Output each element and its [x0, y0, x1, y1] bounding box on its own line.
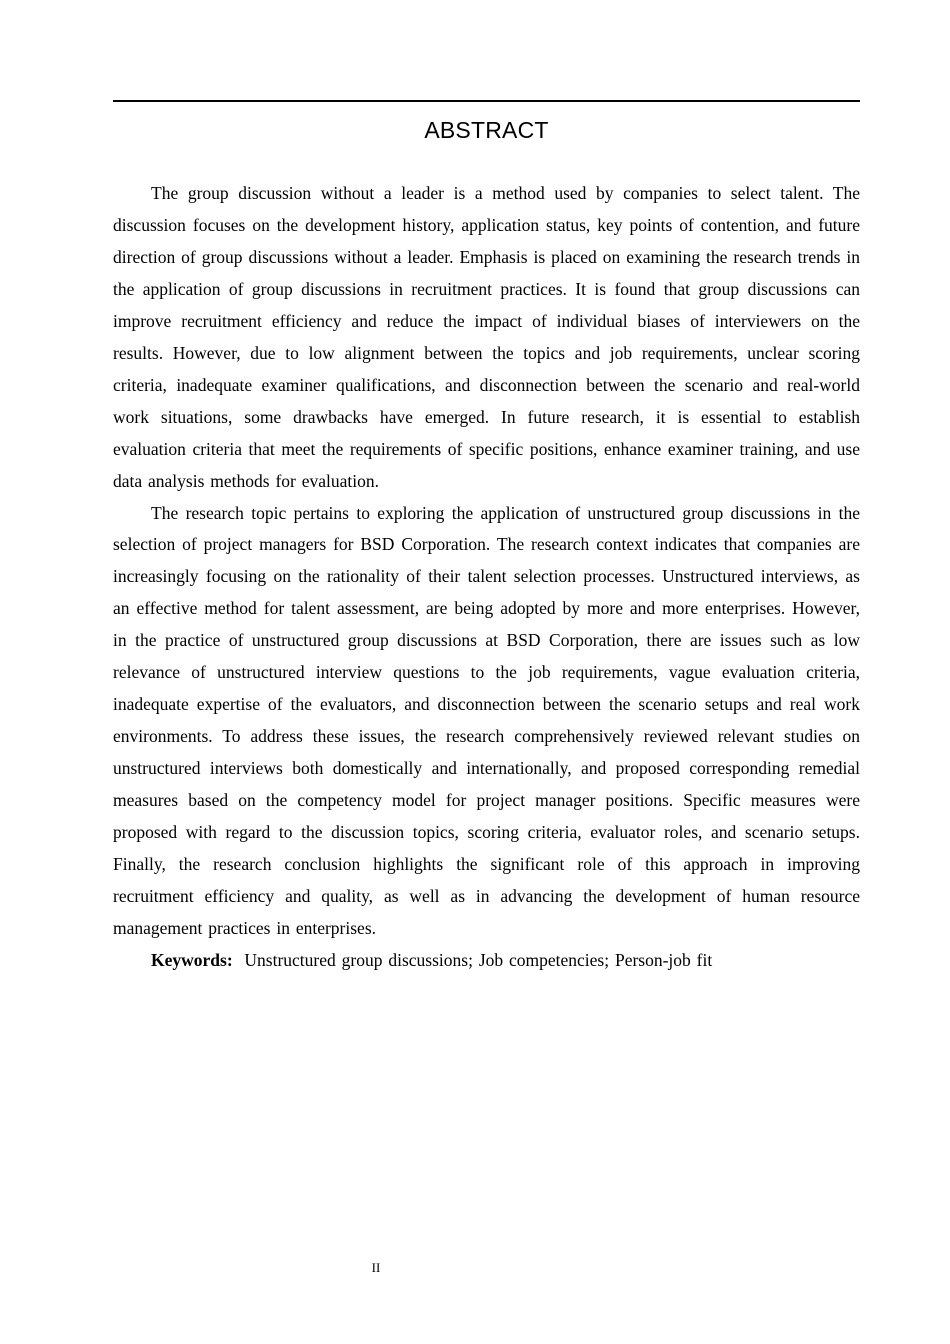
keywords-label: Keywords: [151, 949, 233, 970]
abstract-body [113, 178, 860, 977]
keywords-line [113, 945, 860, 977]
abstract-paragraph-2: The research topic pertains to exploring the application of unstructured group discussions in the selection of project managers for BSD Corporation. The research context indicates that companies are increasingly focusing on the rationality of their talent selection processes. Unstructured interviews, as an effective method for talent assessment, are being adopted by more and more enterprises. However, in the practice of unstructured group discussions at BSD Corporation, there are issues such as low relevance of unstructured interview questions to the job requirements, vague evaluation criteria, inadequate expertise of the evaluators, and disconnection between the scenario setups and real work environments. To address these issues, the research comprehensively reviewed relevant studies on unstructured interviews both domestically and internationally, and proposed corresponding remedial measures based on the competency model for project manager positions. Specific measures were proposed with regard to the discussion topics, scoring criteria, evaluator roles, and scenario setups. Finally, the research conclusion highlights the significant role of this approach in improving recruitment efficiency and quality, as well as in advancing the development of human resource management practices in enterprises. [113, 502, 860, 938]
page-number: II [371, 1260, 381, 1275]
header-rule [113, 100, 860, 102]
abstract-paragraph-1: The group discussion without a leader is a method used by companies to select talent. The discussion focuses on the development history, application status, key points of contention, and future direction of group discussions without a leader. Emphasis is placed on examining the research trends in the application of group discussions in recruitment practices. It is found that group discussions can improve recruitment efficiency and reduce the impact of individual biases of interviewers on the results. However, due to low alignment between the topics and job requirements, unclear scoring criteria, inadequate examiner qualifications, and disconnection between the scenario and real-world work situations, some drawbacks have emerged. In future research, it is essential to establish evaluation criteria that meet the requirements of specific positions, enhance examiner training, and use data analysis methods for evaluation. [113, 183, 860, 491]
keywords-text: Unstructured group discussions; Job competencies; Person-job fit [244, 949, 713, 970]
abstract-title: ABSTRACT [424, 117, 549, 143]
